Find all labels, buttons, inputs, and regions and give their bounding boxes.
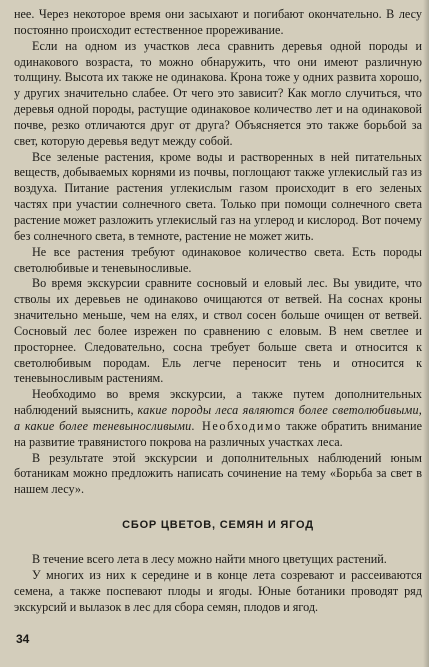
page-number: 34 (16, 632, 30, 646)
paragraph: Если на одном из участков леса сравнить деревья одной породы и одинакового возраста, то можно обнаружить, что они имеют различную толщину. Высота их также не одинакова. Крона тоже у одних развита хорошо, у других значительно слабее. От чего это зависит? Как могло случиться, что деревья одной породы, растущие одинаковое количество лет и на одинаковой почве, резко отличаются друг от друга? Объясняется это также борьбой за свет, которую деревья ведут между собой. (14, 38, 422, 148)
section-heading: СБОР ЦВЕТОВ, СЕМЯН И ЯГОД (122, 519, 314, 532)
body-text (14, 7, 422, 615)
emphasized-text: какие породы леса являются более светолюбивыми, а какие более теневыносливыми (14, 403, 422, 433)
paragraph: В течение всего лета в лесу можно найти много цветущих растений. (32, 552, 387, 566)
paragraph: Не все растения требуют одинаковое количество света. Есть породы светолюбивые и теневыносливые. (14, 244, 422, 275)
paragraph: В результате этой экскурсии и дополнительных наблюдений юным ботаникам можно предложить написать сочинение на тему «Борьба за свет в нашем лесу». (14, 450, 422, 497)
paragraph: У многих из них к середине и в конце лета созревают и рассеиваются семена, а также поспевают плоды и ягоды. Юные ботаники проводят ряд экскурсий и вылазок в лес для сбора семян, плодов и ягод. (14, 567, 422, 614)
spaced-text: . Необходимо (191, 418, 282, 433)
paragraph: Все зеленые растения, кроме воды и растворенных в ней питательных веществ, добываемых корнями из почвы, поглощают также углекислый газ из воздуха. Питание растения углекислым газом происходит в его зеленых частях при участии солнечного света. Только при помощи солнечного света растение может разложить углекислый газ на углерод и кислород. Вот почему без солнечного света, в темноте, растение не может жить. (14, 149, 422, 243)
paragraph: Во время экскурсии сравните сосновый и еловый лес. Вы увидите, что стволы их деревьев не одинаково очищаются от ветвей. На соснах кроны значительно меньше, чем на елях, и ствол сосен больше очищен от ветвей. Сосновый лес более изрежен по сравнению с еловым. В нем светлее и просторнее. Следовательно, сосна требует больше света и относится к светолюбивым породам. Ель легче переносит тень и относится к теневыносливым растениям. (14, 276, 422, 386)
paragraph-with-emphasis (14, 387, 422, 450)
paragraph-text: Необходимо во время экскурсии, а также путем дополнительных наблюдений выяснить, (14, 387, 422, 418)
page-edge-shadow (423, 0, 429, 667)
paragraph: нее. Через некоторое время они засыхают и погибают окончательно. В лесу постоянно происходит естественное прореживание. (14, 7, 422, 37)
paragraph-text: также обратить внимание на развитие травянистого покрова на различных участках леса. (14, 418, 422, 449)
